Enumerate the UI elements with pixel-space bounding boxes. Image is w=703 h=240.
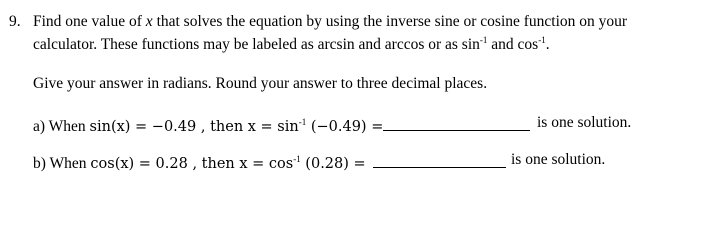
part-a-equation: sin(x) = −0.49 , then x = sin (89, 119, 299, 135)
part-b-argument: (0.28) = (300, 156, 366, 172)
part-a-answer-blank[interactable] (383, 129, 530, 131)
part-b-equation: cos(x) = 0.28 , then x = cos (90, 156, 294, 172)
problem-line-1 (33, 12, 627, 31)
problem-line-2 (33, 31, 550, 54)
instructions: Give your answer in radians. Round your answer to three decimal places. (33, 75, 488, 92)
line2-superscript-2: -1 (538, 35, 546, 45)
line2-text-a: calculator. These functions may be labeled as arcsin and arccos or as sin (33, 36, 480, 53)
part-a-line (33, 113, 383, 137)
line1-variable: x (145, 13, 153, 30)
line1-text-b: that solves the equation by using the inverse sine or cosine function on your (152, 13, 628, 30)
line2-text-b: and cos (487, 36, 539, 53)
part-a-superscript: -1 (298, 117, 307, 127)
part-b-suffix: is one solution. (511, 151, 606, 168)
part-a-prefix: a) When (33, 118, 90, 135)
part-b-line (33, 150, 366, 174)
line1-text-a: Find one value of (33, 13, 146, 30)
part-a-suffix: is one solution. (537, 114, 632, 131)
part-b-superscript: -1 (293, 154, 301, 164)
part-b-prefix: b) When (33, 155, 91, 172)
part-b-answer-blank[interactable] (373, 166, 506, 168)
problem-number: 9. (9, 13, 21, 30)
line2-text-c: . (545, 36, 550, 53)
part-a-argument: (−0.49) = (306, 119, 384, 135)
line2-superscript-1: -1 (479, 35, 488, 45)
